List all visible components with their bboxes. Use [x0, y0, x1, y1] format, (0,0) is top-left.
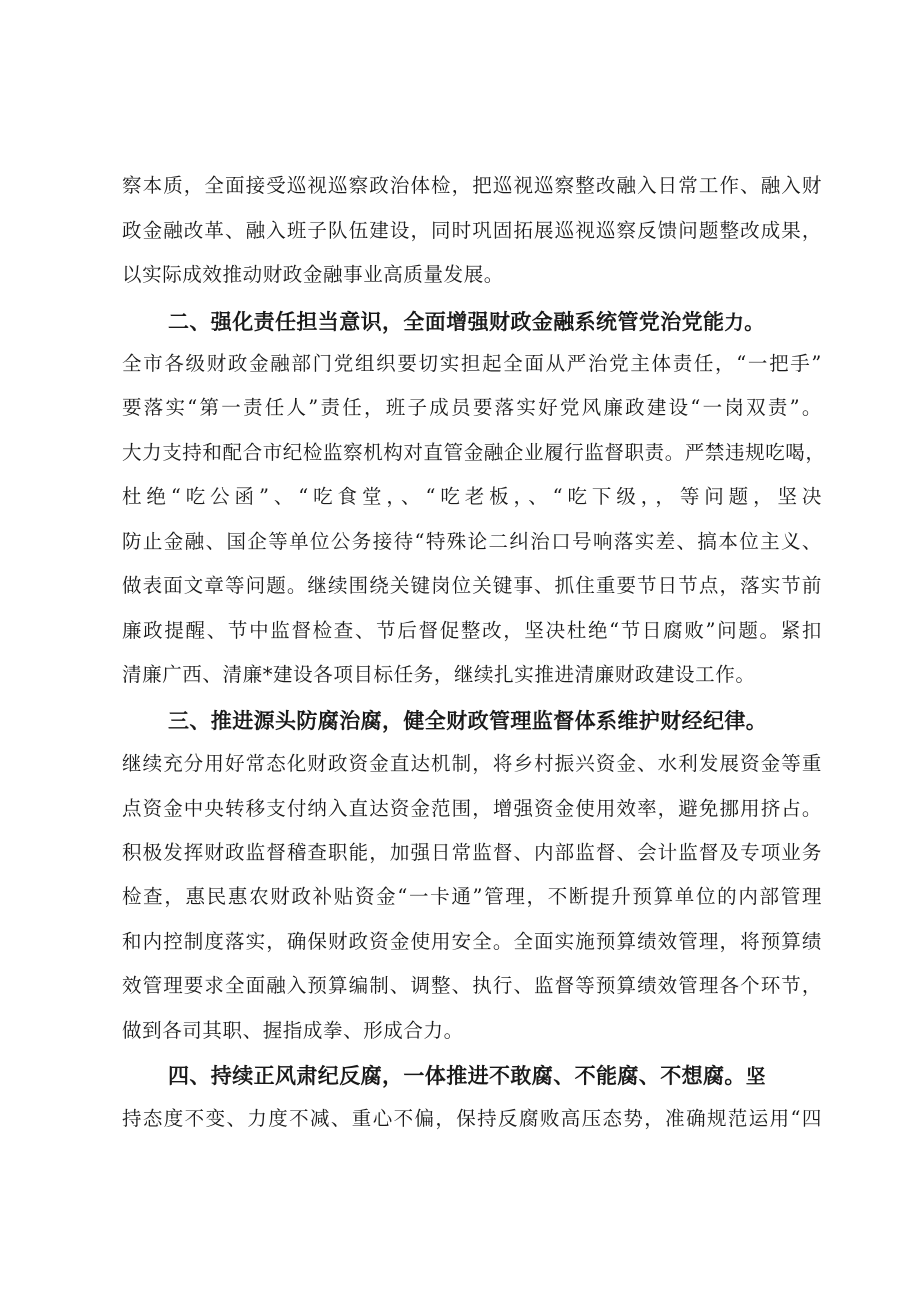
- paragraph-line: 廉政提醒、节中监督检查、节后督促整改，坚决杜绝“节日腐败”问题。紧扣: [122, 619, 822, 642]
- paragraph-line: 以实际成效推动财政金融事业高质量发展。: [122, 263, 504, 286]
- paragraph-line: 做到各司其职、握指成拳、形成合力。: [122, 1019, 464, 1042]
- paragraph-line: 防止金融、国企等单位公务接待“特殊论二纠治口号响落实差、搞本位主义、: [122, 530, 822, 553]
- section-heading-2-tail: 力。: [724, 311, 765, 334]
- section-heading-4-text: 四、持续正风肃纪反腐，一体推进不敢腐、不能腐、不想腐。: [168, 1064, 746, 1088]
- paragraph-line: 检查，惠民惠农财政补贴资金“一卡通”管理，不断提升预算单位的内部管理: [122, 885, 822, 908]
- paragraph-line: 清廉广西、清廉*建设各项目标任务，继续扎实推进清廉财政建设工作。: [122, 663, 756, 686]
- section-heading-4-tail: 坚: [745, 1065, 766, 1088]
- paragraph-line: 杜绝“吃公函”、“吃食堂，、“吃老板，、“吃下级，，等问题，坚决: [122, 485, 822, 508]
- paragraph-line: 积极发挥财政监督稽查职能，加强日常监督、内部监督、会计监督及专项业务: [122, 841, 822, 864]
- paragraph-line: 察本质，全面接受巡视巡察政治体检，把巡视巡察整改融入日常工作、融入财: [122, 174, 822, 197]
- paragraph-line: 和内控制度落实，确保财政资金使用安全。全面实施预算绩效管理，将预算绩: [122, 930, 822, 953]
- paragraph-line: 效管理要求全面融入预算编制、调整、执行、监督等预算绩效管理各个环节，: [122, 974, 822, 997]
- paragraph-line: 继续充分用好常态化财政资金直达机制，将乡村振兴资金、水利发展资金等重: [122, 752, 822, 775]
- section-heading-2: [168, 305, 822, 339]
- paragraph-line: 点资金中央转移支付纳入直达资金范围，增强资金使用效率，避免挪用挤占。: [122, 797, 822, 820]
- paragraph-line: 做表面文章等问题。继续围绕关键岗位关键事、抓住重要节日节点，落实节前: [122, 574, 822, 597]
- paragraph-line: 大力支持和配合市纪检监察机构对直管金融企业履行监督职责。严禁违规吃喝，: [122, 441, 826, 464]
- section-heading-3: 三、推进源头防腐治腐，健全财政管理监督体系维护财经纪律。: [168, 709, 768, 733]
- section-heading-2-text: 二、强化责任担当意识，全面增强财政金融系统管党治党能: [168, 310, 725, 334]
- paragraph-line: 要落实“第一责任人”责任，班子成员要落实好党风廉政建设“一岗双责”。: [122, 396, 822, 419]
- section-heading-4: [168, 1059, 822, 1093]
- paragraph-line: 政金融改革、融入班子队伍建设，同时巩固拓展巡视巡察反馈问题整改成果，: [122, 219, 822, 242]
- paragraph-line: 全市各级财政金融部门党组织要切实担起全面从严治党主体责任，“一把手”: [122, 352, 822, 375]
- paragraph-line: 持态度不变、力度不减、重心不偏，保持反腐败高压态势，准确规范运用“四: [122, 1107, 822, 1130]
